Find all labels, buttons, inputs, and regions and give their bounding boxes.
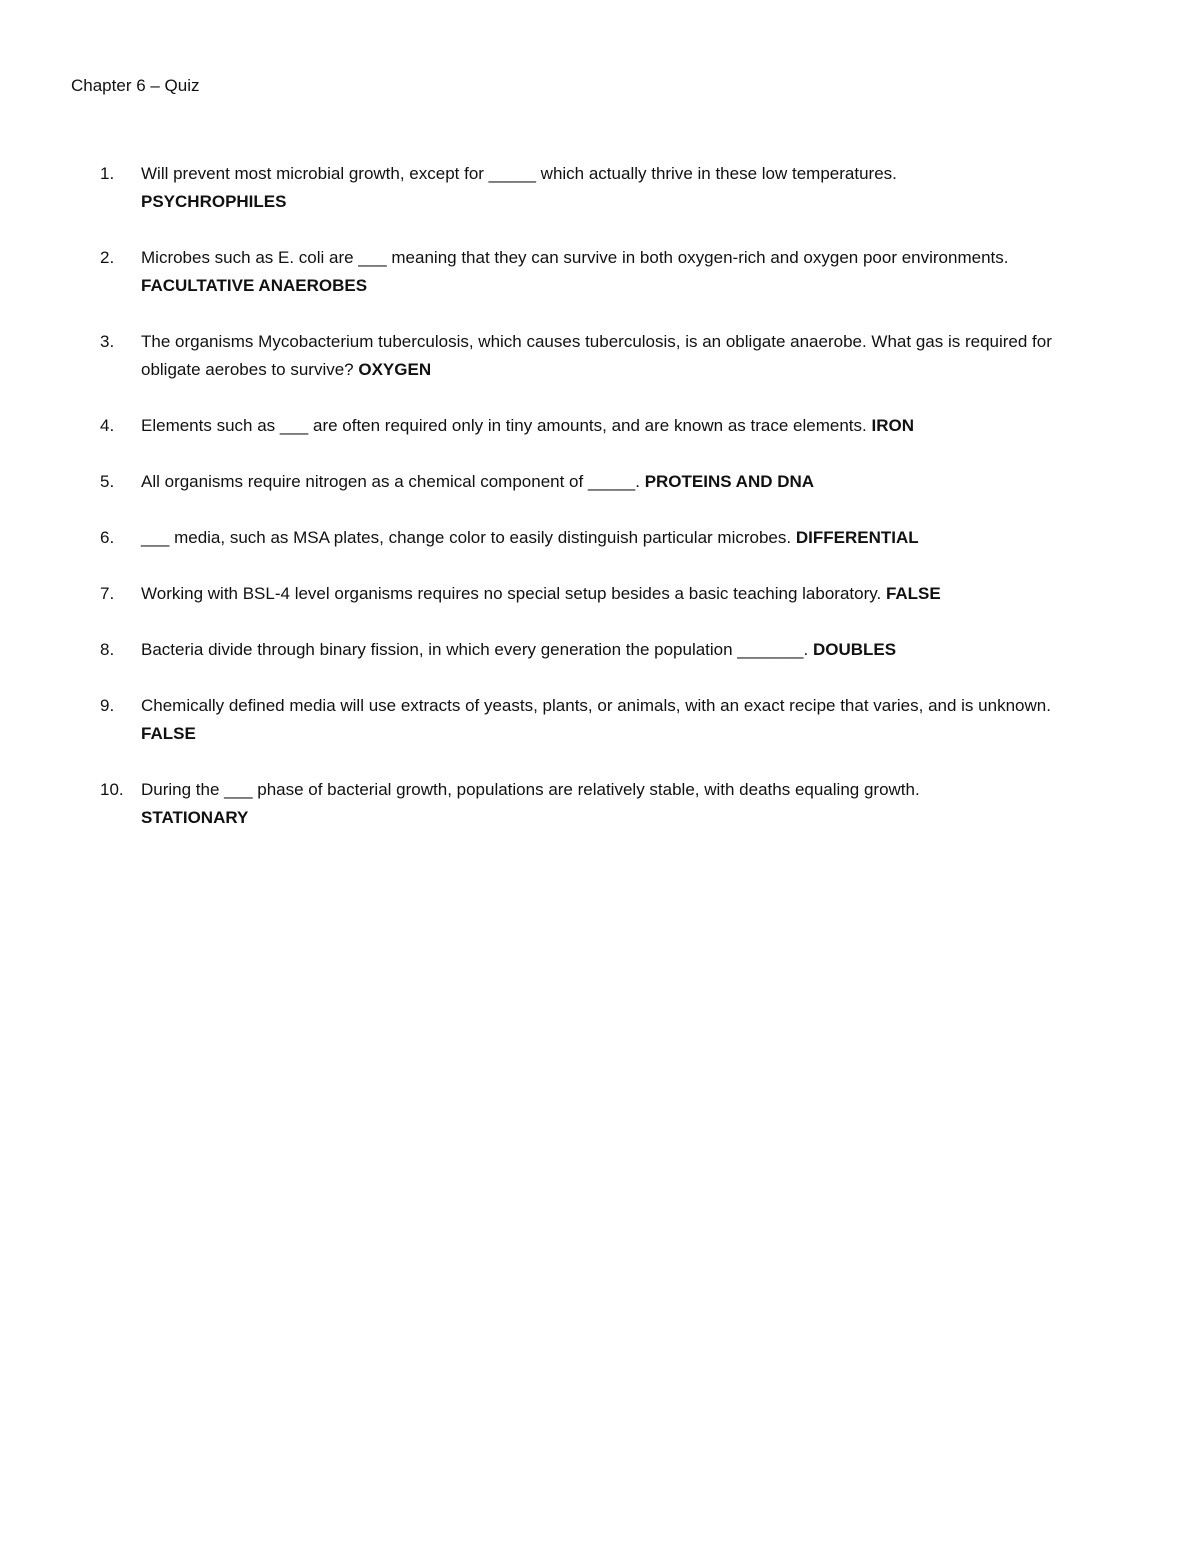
quiz-question-7 bbox=[0, 580, 1200, 608]
question-answer: PSYCHROPHILES bbox=[141, 192, 287, 211]
question-number: 6. bbox=[100, 528, 115, 547]
question-number: 2. bbox=[100, 248, 115, 267]
quiz-question-8 bbox=[0, 636, 1200, 664]
question-text: During the ___ phase of bacterial growth, populations are relatively stable, with deaths equaling growth. bbox=[141, 780, 920, 799]
question-text: The organisms Mycobacterium tuberculosis, which causes tuberculosis, is an obligate anaerobe. What gas is required for obligate aerobes to survive? bbox=[141, 332, 1052, 379]
question-text: Chemically defined media will use extracts of yeasts, plants, or animals, with an exact recipe that varies, and is unknown. bbox=[141, 696, 1051, 715]
question-answer: DOUBLES bbox=[812, 640, 897, 659]
question-text: Working with BSL-4 level organisms requires no special setup besides a basic teaching laboratory. bbox=[141, 584, 882, 603]
quiz-question-5 bbox=[0, 468, 1200, 496]
page-title: Chapter 6 – Quiz bbox=[71, 76, 200, 95]
quiz-question-2 bbox=[0, 244, 1200, 300]
question-answer: OXYGEN bbox=[358, 360, 432, 379]
question-number: 7. bbox=[100, 584, 115, 603]
quiz-question-4 bbox=[0, 412, 1200, 440]
quiz-question-10 bbox=[0, 776, 1200, 832]
question-number: 8. bbox=[100, 640, 115, 659]
question-answer: STATIONARY bbox=[141, 808, 249, 827]
question-answer: PROTEINS AND DNA bbox=[644, 472, 815, 491]
question-number: 9. bbox=[100, 696, 115, 715]
quiz-question-1 bbox=[0, 160, 1200, 216]
question-number: 5. bbox=[100, 472, 115, 491]
quiz-question-9 bbox=[0, 692, 1200, 748]
quiz-question-list bbox=[0, 160, 1200, 860]
question-number: 4. bbox=[100, 416, 115, 435]
question-text: All organisms require nitrogen as a chemical component of _____. bbox=[141, 472, 640, 491]
quiz-question-6 bbox=[0, 524, 1200, 552]
question-number: 10. bbox=[100, 780, 124, 799]
question-text: Microbes such as E. coli are ___ meaning that they can survive in both oxygen-rich and oxygen poor environments. bbox=[141, 248, 1009, 267]
question-answer: FALSE bbox=[141, 724, 196, 743]
question-text: Elements such as ___ are often required only in tiny amounts, and are known as trace elements. bbox=[141, 416, 867, 435]
question-answer: IRON bbox=[871, 416, 914, 435]
question-text: Will prevent most microbial growth, except for _____ which actually thrive in these low temperatures. bbox=[141, 164, 897, 183]
question-text: Bacteria divide through binary fission, in which every generation the population _______. bbox=[141, 640, 809, 659]
question-answer: FACULTATIVE ANAEROBES bbox=[141, 276, 368, 295]
quiz-question-3 bbox=[0, 328, 1200, 384]
question-number: 1. bbox=[100, 164, 115, 183]
question-answer: FALSE bbox=[885, 584, 941, 603]
question-answer: DIFFERENTIAL bbox=[795, 528, 919, 547]
question-text: ___ media, such as MSA plates, change color to easily distinguish particular microbes. bbox=[141, 528, 792, 547]
question-number: 3. bbox=[100, 332, 115, 351]
